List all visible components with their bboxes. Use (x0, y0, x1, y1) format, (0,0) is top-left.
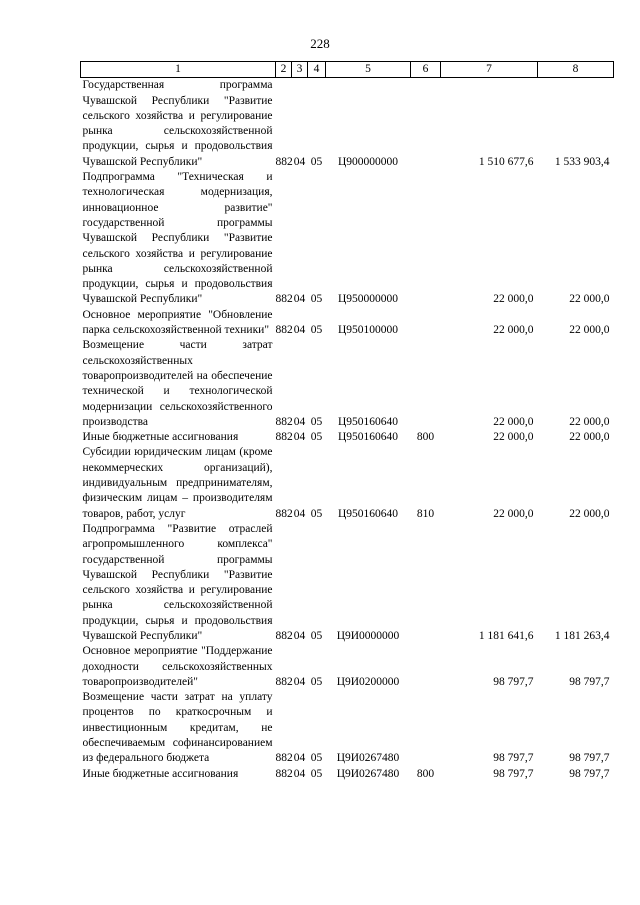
row-ministry-code: 882 (275, 415, 293, 428)
row-expense-type (411, 170, 441, 308)
row-subsection-code: 05 (310, 629, 323, 642)
row-target-code: Ц9И0200000 (336, 675, 400, 688)
row-expense-type (411, 78, 441, 170)
header-col-1: 1 (81, 62, 276, 78)
table-header (81, 62, 614, 78)
row-ministry-code: 882 (275, 293, 293, 306)
row-amount-col8: 98 797,7 (569, 752, 610, 765)
row-section-code: 04 (293, 431, 306, 444)
row-section-code: 04 (293, 752, 306, 765)
row-expense-type (411, 308, 441, 339)
row-amount-col8: 22 000,0 (569, 507, 610, 520)
row-target-code: Ц900000000 (337, 155, 399, 168)
row-amount-col7: 1 510 677,6 (478, 155, 534, 168)
page-number: 228 (310, 36, 330, 51)
row-name: Возмещение части затрат сельскохозяйственных товаропроизводителей на обеспечение технической и технологической модернизации сельскохозяйственного производства (82, 339, 273, 428)
row-subsection-code: 05 (310, 431, 323, 444)
row-name: Подпрограмма "Развитие отраслей агропромышленного комплекса" государственной программы Чувашской Республики "Развитие сельского хозяйства и регулирование рынка сельскохозяйственной продукции, сырья и продовольствия Чувашской Республики" (82, 522, 273, 642)
row-amount-col7: 22 000,0 (493, 324, 534, 337)
header-col-2: 2 (276, 62, 292, 78)
row-subsection-code: 05 (310, 767, 323, 780)
row-ministry-code: 882 (275, 767, 293, 780)
row-section-code: 04 (293, 629, 306, 642)
row-amount-col7: 22 000,0 (493, 415, 534, 428)
header-col-4: 4 (308, 62, 326, 78)
row-name: Возмещение части затрат на уплату процентов по краткосрочным и инвестиционным кредитам, не обеспечиваемым софинансированием из федерального бюджета (82, 691, 273, 765)
row-amount-col8: 22 000,0 (569, 324, 610, 337)
header-col-7: 7 (441, 62, 538, 78)
row-target-code: Ц950160640 (337, 415, 399, 428)
row-target-code: Ц9И0267480 (336, 767, 400, 780)
table-row (81, 522, 614, 644)
row-amount-col7: 22 000,0 (493, 507, 534, 520)
row-amount-col8: 98 797,7 (569, 675, 610, 688)
row-ministry-code: 882 (275, 507, 293, 520)
table-row (81, 338, 614, 430)
row-section-code: 04 (293, 293, 306, 306)
header-col-8: 8 (538, 62, 614, 78)
row-ministry-code: 882 (275, 324, 293, 337)
row-ministry-code: 882 (275, 629, 293, 642)
row-amount-col7: 1 181 641,6 (478, 629, 534, 642)
row-expense-type: 810 (416, 507, 435, 520)
row-amount-col7: 22 000,0 (493, 293, 534, 306)
row-target-code: Ц950160640 (337, 431, 399, 444)
row-ministry-code: 882 (275, 675, 293, 688)
table-row (81, 445, 614, 521)
row-expense-type (411, 644, 441, 690)
row-name: Основное мероприятие "Поддержание доходности сельскохозяйственных товаропроизводителей" (82, 645, 273, 688)
row-amount-col8: 22 000,0 (569, 431, 610, 444)
row-name: Субсидии юридическим лицам (кроме некоммерческих организаций), индивидуальным предпринимателям, физическим лицам – производителям товаров, работ, услуг (82, 446, 273, 520)
row-section-code: 04 (293, 675, 306, 688)
row-ministry-code: 882 (275, 155, 293, 168)
row-expense-type: 800 (416, 431, 435, 444)
row-subsection-code: 05 (310, 415, 323, 428)
row-name: Иные бюджетные ассигнования (82, 431, 239, 444)
row-name: Государственная программа Чувашской Республики "Развитие сельского хозяйства и регулирование рынка сельскохозяйственной продукции, сырья и продовольствия Чувашской Республики" (82, 79, 273, 168)
table-row (81, 690, 614, 766)
row-subsection-code: 05 (310, 155, 323, 168)
header-col-3: 3 (292, 62, 308, 78)
row-expense-type (411, 690, 441, 766)
row-name: Подпрограмма "Техническая и технологическая модернизация, инновационное развитие" государственной программы Чувашской Республики "Развитие сельского хозяйства и регулирование рынка сельскохозяйственной продукции, сырья и продовольствия Чувашской Республики" (82, 171, 273, 306)
row-section-code: 04 (293, 415, 306, 428)
budget-table (80, 61, 614, 782)
row-ministry-code: 882 (275, 431, 293, 444)
row-subsection-code: 05 (310, 752, 323, 765)
row-amount-col7: 22 000,0 (493, 431, 534, 444)
header-row (81, 62, 614, 78)
row-amount-col7: 98 797,7 (493, 752, 534, 765)
row-target-code: Ц950160640 (337, 507, 399, 520)
row-amount-col7: 98 797,7 (493, 675, 534, 688)
table-row (81, 644, 614, 690)
header-col-6: 6 (411, 62, 441, 78)
row-amount-col7: 98 797,7 (493, 767, 534, 780)
row-amount-col8: 22 000,0 (569, 293, 610, 306)
table-row (81, 170, 614, 308)
table-row (81, 308, 614, 339)
row-amount-col8: 1 533 903,4 (554, 155, 610, 168)
row-name: Основное мероприятие "Обновление парка сельскохозяйственной техники" (82, 308, 273, 337)
row-name: Иные бюджетные ассигнования (82, 767, 239, 780)
row-expense-type (411, 338, 441, 430)
row-section-code: 04 (293, 155, 306, 168)
row-expense-type: 800 (416, 767, 435, 780)
table-row (81, 767, 614, 782)
row-ministry-code: 882 (275, 752, 293, 765)
row-amount-col8: 22 000,0 (569, 415, 610, 428)
row-target-code: Ц950000000 (337, 293, 399, 306)
row-section-code: 04 (293, 767, 306, 780)
table-row (81, 78, 614, 170)
row-target-code: Ц9И0267480 (336, 752, 400, 765)
row-amount-col8: 98 797,7 (569, 767, 610, 780)
table-body (81, 78, 614, 782)
row-subsection-code: 05 (310, 324, 323, 337)
row-expense-type (411, 522, 441, 644)
row-section-code: 04 (293, 324, 306, 337)
row-section-code: 04 (293, 507, 306, 520)
table-row (81, 430, 614, 445)
row-subsection-code: 05 (310, 507, 323, 520)
header-col-5: 5 (326, 62, 411, 78)
row-subsection-code: 05 (310, 293, 323, 306)
row-target-code: Ц9И0000000 (336, 629, 400, 642)
row-target-code: Ц950100000 (337, 324, 399, 337)
row-amount-col8: 1 181 263,4 (554, 629, 610, 642)
row-subsection-code: 05 (310, 675, 323, 688)
